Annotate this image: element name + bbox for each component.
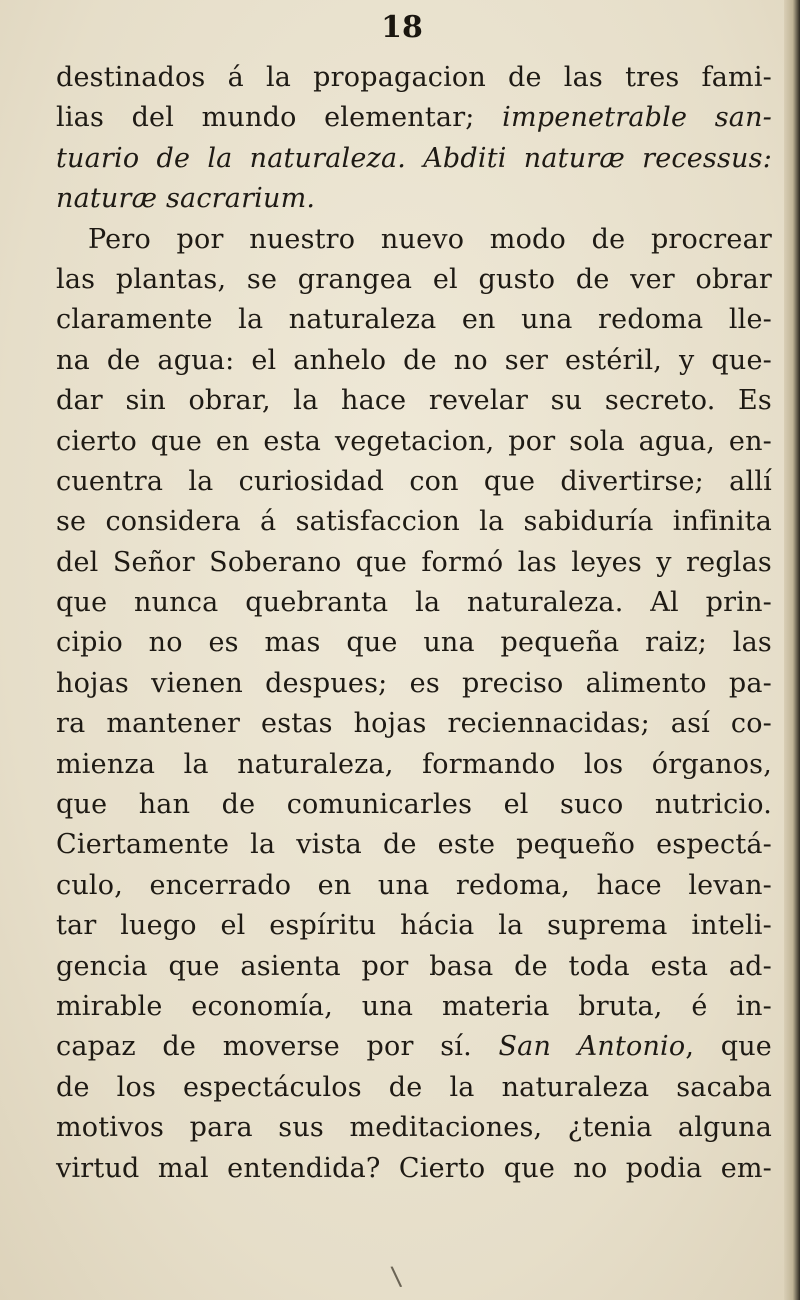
page-edge-shadow [784, 0, 800, 1300]
text-line [56, 381, 772, 421]
text-segment: las plantas, se grangea el gusto de ver obrar [56, 263, 772, 295]
text-segment: virtud mal entendida? Cierto que no podia em- [56, 1152, 772, 1184]
text-segment: de los espectáculos de la naturaleza sacaba [56, 1071, 772, 1103]
text-line [56, 341, 772, 381]
text-line [56, 623, 772, 663]
text-segment: dar sin obrar, la hace revelar su secreto. Es [56, 385, 772, 417]
italic-text: San Antonio [498, 1031, 686, 1063]
text-line [56, 543, 772, 583]
text-line [56, 704, 772, 744]
text-segment: mienza la naturaleza, formando los órganos, [56, 748, 772, 780]
text-segment: , que [685, 1031, 772, 1063]
text-segment: se considera á satisfaccion la sabiduría infinita [56, 506, 772, 538]
text-line [56, 1027, 772, 1067]
text-segment: na de agua: el anhelo de no ser estéril, y que- [56, 344, 772, 376]
text-line [56, 462, 772, 502]
text-line [56, 179, 772, 219]
text-segment: cierto que en esta vegetacion, por sola agua, en- [56, 425, 772, 457]
text-line [56, 947, 772, 987]
text-segment: tar luego el espíritu hácia la suprema inteli- [56, 910, 772, 942]
text-segment: ra mantener estas hojas reciennacidas; así co- [56, 708, 772, 740]
text-line [56, 664, 772, 704]
text-line [56, 1108, 772, 1148]
italic-text: naturæ sacrarium. [56, 183, 316, 215]
text-line [56, 260, 772, 300]
text-segment: que han de comunicarles el suco nutricio. [56, 789, 772, 821]
text-line [56, 58, 772, 98]
italic-text: impenetrable san- [502, 102, 772, 134]
text-line [56, 300, 772, 340]
text-segment: culo, encerrado en una redoma, hace levan- [56, 869, 772, 901]
italic-text: tuario de la naturaleza. Abditi naturæ recessus: [56, 142, 772, 174]
text-segment: cuentra la curiosidad con que divertirse; allí [56, 465, 772, 497]
text-segment: mirable economía, una materia bruta, é in- [56, 990, 772, 1022]
text-line [56, 987, 772, 1027]
text-segment: lias del mundo elementar; [56, 102, 503, 134]
text-line [56, 745, 772, 785]
text-segment: gencia que asienta por basa de toda esta ad- [56, 950, 772, 982]
text-segment: capaz de moverse por sí. [56, 1031, 499, 1063]
text-line [56, 220, 772, 260]
text-line [56, 825, 772, 865]
page-number: 18 [381, 10, 423, 45]
text-line [56, 785, 772, 825]
text-line [56, 1149, 772, 1189]
text-segment: destinados á la propagacion de las tres fami- [56, 62, 772, 93]
text-line [56, 906, 772, 946]
text-line [56, 139, 772, 179]
text-line [56, 1068, 772, 1108]
text-segment: Ciertamente la vista de este pequeño espectá- [56, 829, 772, 861]
text-line [56, 422, 772, 462]
text-line [56, 502, 772, 542]
text-segment: que nunca quebranta la naturaleza. Al prin- [56, 587, 772, 619]
text-line [56, 583, 772, 623]
text-segment: hojas vienen despues; es preciso alimento pa- [56, 667, 772, 699]
text-line [56, 98, 772, 138]
body-text [56, 58, 772, 1189]
text-segment: claramente la naturaleza en una redoma lle- [56, 304, 772, 336]
text-segment: cipio no es mas que una pequeña raiz; las [56, 627, 772, 659]
text-line [56, 866, 772, 906]
text-segment: Pero por nuestro nuevo modo de procrear [88, 223, 772, 255]
text-segment: motivos para sus meditaciones, ¿tenia alguna [56, 1112, 772, 1144]
stray-mark: \ [389, 1261, 403, 1293]
text-segment: del Señor Soberano que formó las leyes y reglas [56, 546, 772, 578]
